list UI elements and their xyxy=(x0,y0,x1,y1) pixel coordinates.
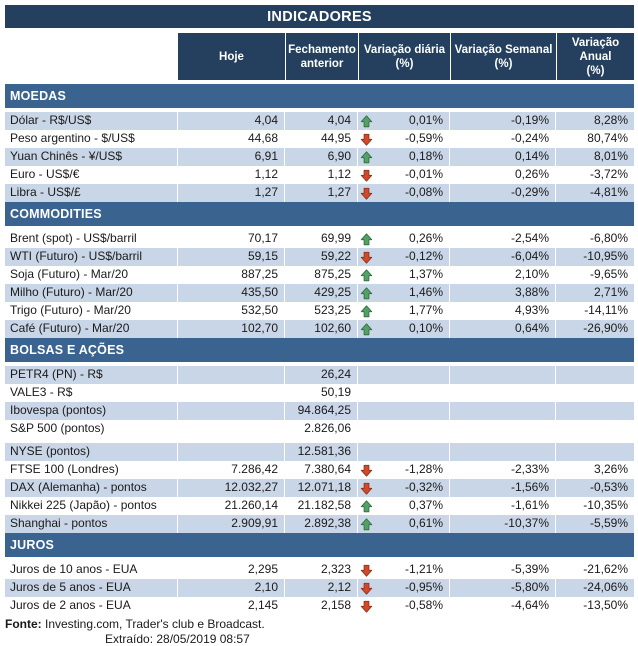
fechamento-value: 21.182,58 xyxy=(285,497,358,515)
daily-change: 1,37% xyxy=(375,266,450,284)
label-column-spacer xyxy=(5,33,178,80)
hoje-value: 887,25 xyxy=(178,266,285,284)
daily-change: 0,18% xyxy=(375,148,450,166)
fechamento-value: 2,323 xyxy=(285,561,358,579)
fechamento-value: 102,60 xyxy=(285,320,358,338)
fechamento-value: 523,25 xyxy=(285,302,358,320)
table-row xyxy=(5,302,634,320)
weekly-change: -0,29% xyxy=(450,184,556,202)
fechamento-value: 12.071,18 xyxy=(285,479,358,497)
column-header-variacao-anual xyxy=(556,33,634,80)
report-footer xyxy=(5,617,634,646)
row-label: Juros de 2 anos - EUA xyxy=(5,597,178,615)
row-label: Juros de 5 anos - EUA xyxy=(5,579,178,597)
arrow-slot xyxy=(358,420,375,438)
table-row xyxy=(5,420,634,438)
fechamento-value: 875,25 xyxy=(285,266,358,284)
column-header-text: Variação diária xyxy=(363,43,446,56)
section-title: COMMODITIES xyxy=(10,207,102,221)
table-row xyxy=(5,248,634,266)
table-row xyxy=(5,402,634,420)
fechamento-value: 26,24 xyxy=(285,366,358,384)
section-header xyxy=(5,533,634,557)
weekly-change: -5,80% xyxy=(450,579,556,597)
hoje-value: 102,70 xyxy=(178,320,285,338)
up-arrow-icon xyxy=(358,302,375,320)
annual-change: -0,53% xyxy=(589,480,628,494)
column-header-text: anterior xyxy=(300,57,344,70)
section-title: JUROS xyxy=(10,538,55,552)
weekly-change: -0,19% xyxy=(450,112,556,130)
table-row xyxy=(5,320,634,338)
fechamento-value: 7.380,64 xyxy=(285,461,358,479)
table-row xyxy=(5,230,634,248)
table-row xyxy=(5,384,634,402)
hoje-value xyxy=(178,402,285,420)
down-arrow-icon xyxy=(358,130,375,148)
row-label: VALE3 - R$ xyxy=(5,384,178,402)
annual-change: 8,01% xyxy=(593,149,628,163)
hoje-value xyxy=(178,420,285,438)
annual-change: 80,74% xyxy=(587,131,628,145)
annual-change xyxy=(556,420,634,438)
fechamento-value: 4,04 xyxy=(285,112,358,130)
daily-change: -0,95% xyxy=(375,579,450,597)
row-label: Milho (Futuro) - Mar/20 xyxy=(5,284,178,302)
column-header-text: Hoje xyxy=(219,50,244,63)
row-label: DAX (Alemanha) - pontos xyxy=(5,479,178,497)
up-arrow-icon xyxy=(358,230,375,248)
annual-change xyxy=(556,402,634,420)
daily-change: 1,46% xyxy=(375,284,450,302)
hoje-value: 70,17 xyxy=(178,230,285,248)
annual-change: -9,65% xyxy=(589,267,628,281)
fechamento-value: 429,25 xyxy=(285,284,358,302)
row-label: Brent (spot) - US$/barril xyxy=(5,230,178,248)
table-row xyxy=(5,130,634,148)
daily-change: 0,37% xyxy=(375,497,450,515)
weekly-change: 4,93% xyxy=(450,302,556,320)
annual-change: -14,11% xyxy=(584,303,628,317)
daily-change xyxy=(375,366,450,384)
hoje-value: 532,50 xyxy=(178,302,285,320)
weekly-change xyxy=(450,402,556,420)
fechamento-value: 2,12 xyxy=(285,579,358,597)
fechamento-value: 94.864,25 xyxy=(285,402,358,420)
source-text: Investing.com, Trader's club e Broadcast. xyxy=(41,617,265,631)
weekly-change: -6,04% xyxy=(450,248,556,266)
arrow-slot xyxy=(358,384,375,402)
fechamento-value: 6,90 xyxy=(285,148,358,166)
table-row xyxy=(5,112,634,130)
table-row xyxy=(5,579,634,597)
daily-change: -0,01% xyxy=(375,166,450,184)
weekly-change: -1,61% xyxy=(450,497,556,515)
fechamento-value: 2.826,06 xyxy=(285,420,358,438)
row-label: Trigo (Futuro) - Mar/20 xyxy=(5,302,178,320)
hoje-value xyxy=(178,443,285,461)
fechamento-value: 44,95 xyxy=(285,130,358,148)
hoje-value: 435,50 xyxy=(178,284,285,302)
down-arrow-icon xyxy=(358,461,375,479)
weekly-change: 0,26% xyxy=(450,166,556,184)
down-arrow-icon xyxy=(358,561,375,579)
annual-change: 3,26% xyxy=(593,462,628,476)
column-header-variacao-diaria xyxy=(358,33,450,80)
fechamento-value: 12.581,36 xyxy=(285,443,358,461)
up-arrow-icon xyxy=(358,112,375,130)
row-label: Libra - US$/£ xyxy=(5,184,178,202)
annual-change: -6,80% xyxy=(589,231,628,245)
annual-change xyxy=(556,366,634,384)
annual-change: -5,59% xyxy=(589,516,628,530)
daily-change: -0,32% xyxy=(375,479,450,497)
up-arrow-icon xyxy=(358,320,375,338)
row-label: Euro - US$/€ xyxy=(5,166,178,184)
table-row xyxy=(5,266,634,284)
daily-change xyxy=(375,443,450,461)
source-label: Fonte: xyxy=(5,617,42,631)
row-label: FTSE 100 (Londres) xyxy=(5,461,178,479)
column-header-text: Variação Anual xyxy=(571,36,620,63)
weekly-change: -2,54% xyxy=(450,230,556,248)
row-label: PETR4 (PN) - R$ xyxy=(5,366,178,384)
column-header-text: Variação Semanal xyxy=(454,43,553,56)
column-header-row xyxy=(5,33,634,80)
down-arrow-icon xyxy=(358,597,375,615)
annual-change: -10,95% xyxy=(583,249,628,263)
daily-change: -0,58% xyxy=(375,597,450,615)
weekly-change xyxy=(450,366,556,384)
weekly-change xyxy=(450,384,556,402)
down-arrow-icon xyxy=(358,166,375,184)
row-label: S&P 500 (pontos) xyxy=(5,420,178,438)
fechamento-value: 1,12 xyxy=(285,166,358,184)
report-title: INDICADORES xyxy=(267,8,372,25)
row-label: Ibovespa (pontos) xyxy=(5,402,178,420)
daily-change: -1,28% xyxy=(375,461,450,479)
table-row xyxy=(5,597,634,615)
up-arrow-icon xyxy=(358,497,375,515)
up-arrow-icon xyxy=(358,148,375,166)
daily-change: 0,26% xyxy=(375,230,450,248)
up-arrow-icon xyxy=(358,284,375,302)
arrow-slot xyxy=(358,443,375,461)
row-label: Shanghai - pontos xyxy=(5,515,178,533)
table-row xyxy=(5,443,634,461)
table-row xyxy=(5,184,634,202)
extracted-timestamp: Extraído: 28/05/2019 08:57 xyxy=(105,632,250,646)
hoje-value: 1,27 xyxy=(178,184,285,202)
up-arrow-icon xyxy=(358,266,375,284)
column-header-text: (%) xyxy=(494,57,513,70)
annual-change xyxy=(556,384,634,402)
daily-change: 0,61% xyxy=(375,515,450,533)
row-label: Juros de 10 anos - EUA xyxy=(5,561,178,579)
hoje-value: 2,145 xyxy=(178,597,285,615)
down-arrow-icon xyxy=(358,184,375,202)
section-header xyxy=(5,338,634,362)
daily-change: 0,10% xyxy=(375,320,450,338)
fechamento-value: 50,19 xyxy=(285,384,358,402)
hoje-value: 2.909,91 xyxy=(178,515,285,533)
column-header-text: (%) xyxy=(586,64,605,77)
arrow-slot xyxy=(358,402,375,420)
annual-change: -24,06% xyxy=(583,580,628,594)
annual-change: 2,71% xyxy=(593,285,628,299)
arrow-slot xyxy=(358,366,375,384)
annual-change xyxy=(556,443,634,461)
table-row xyxy=(5,461,634,479)
daily-change xyxy=(375,402,450,420)
table-row xyxy=(5,148,634,166)
down-arrow-icon xyxy=(358,579,375,597)
table-row xyxy=(5,166,634,184)
hoje-value: 12.032,27 xyxy=(178,479,285,497)
table-row xyxy=(5,561,634,579)
daily-change xyxy=(375,384,450,402)
column-header-text: (%) xyxy=(395,57,414,70)
table-body xyxy=(5,84,634,615)
weekly-change: 2,10% xyxy=(450,266,556,284)
section-header xyxy=(5,84,634,108)
hoje-value: 6,91 xyxy=(178,148,285,166)
fechamento-value: 59,22 xyxy=(285,248,358,266)
hoje-value xyxy=(178,366,285,384)
section-title: MOEDAS xyxy=(10,89,67,103)
weekly-change: 3,88% xyxy=(450,284,556,302)
up-arrow-icon xyxy=(358,515,375,533)
fechamento-value: 1,27 xyxy=(285,184,358,202)
weekly-change: -0,24% xyxy=(450,130,556,148)
table-row xyxy=(5,284,634,302)
column-header-variacao-semanal xyxy=(450,33,556,80)
row-label: Café (Futuro) - Mar/20 xyxy=(5,320,178,338)
report-title-bar xyxy=(5,5,634,28)
column-header-text: Fechamento xyxy=(288,43,356,56)
annual-change: -26,90% xyxy=(583,321,628,335)
daily-change: -1,21% xyxy=(375,561,450,579)
daily-change xyxy=(375,420,450,438)
hoje-value: 4,04 xyxy=(178,112,285,130)
column-header-hoje xyxy=(178,33,285,80)
weekly-change: -10,37% xyxy=(450,515,556,533)
down-arrow-icon xyxy=(358,479,375,497)
hoje-value: 1,12 xyxy=(178,166,285,184)
daily-change: 1,77% xyxy=(375,302,450,320)
section-title: BOLSAS E AÇÕES xyxy=(10,343,125,357)
table-row xyxy=(5,366,634,384)
hoje-value: 7.286,42 xyxy=(178,461,285,479)
fechamento-value: 2.892,38 xyxy=(285,515,358,533)
weekly-change: 0,64% xyxy=(450,320,556,338)
weekly-change: -5,39% xyxy=(450,561,556,579)
hoje-value: 59,15 xyxy=(178,248,285,266)
hoje-value: 2,295 xyxy=(178,561,285,579)
row-label: Nikkei 225 (Japão) - pontos xyxy=(5,497,178,515)
row-label: WTI (Futuro) - US$/barril xyxy=(5,248,178,266)
row-label: Soja (Futuro) - Mar/20 xyxy=(5,266,178,284)
row-label: Yuan Chinês - ¥/US$ xyxy=(5,148,178,166)
weekly-change: -4,64% xyxy=(450,597,556,615)
fechamento-value: 2,158 xyxy=(285,597,358,615)
annual-change: -4,81% xyxy=(589,185,628,199)
weekly-change: -1,56% xyxy=(450,479,556,497)
hoje-value: 44,68 xyxy=(178,130,285,148)
annual-change: 8,28% xyxy=(593,113,628,127)
daily-change: -0,08% xyxy=(375,184,450,202)
hoje-value: 21.260,14 xyxy=(178,497,285,515)
weekly-change: -2,33% xyxy=(450,461,556,479)
weekly-change xyxy=(450,443,556,461)
daily-change: -0,12% xyxy=(375,248,450,266)
down-arrow-icon xyxy=(358,248,375,266)
row-label: Peso argentino - $/US$ xyxy=(5,130,178,148)
section-header xyxy=(5,202,634,226)
source-line xyxy=(5,617,634,632)
weekly-change xyxy=(450,420,556,438)
table-row xyxy=(5,479,634,497)
hoje-value: 2,10 xyxy=(178,579,285,597)
column-header-fechamento-anterior xyxy=(285,33,358,80)
daily-change: -0,59% xyxy=(375,130,450,148)
fechamento-value: 69,99 xyxy=(285,230,358,248)
annual-change: -10,35% xyxy=(583,498,628,512)
table-row xyxy=(5,497,634,515)
weekly-change: 0,14% xyxy=(450,148,556,166)
row-label: Dólar - R$/US$ xyxy=(5,112,178,130)
annual-change: -3,72% xyxy=(589,167,628,181)
daily-change: 0,01% xyxy=(375,112,450,130)
row-label: NYSE (pontos) xyxy=(5,443,178,461)
annual-change: -21,62% xyxy=(583,562,628,576)
annual-change: -13,50% xyxy=(583,598,628,612)
hoje-value xyxy=(178,384,285,402)
table-row xyxy=(5,515,634,533)
